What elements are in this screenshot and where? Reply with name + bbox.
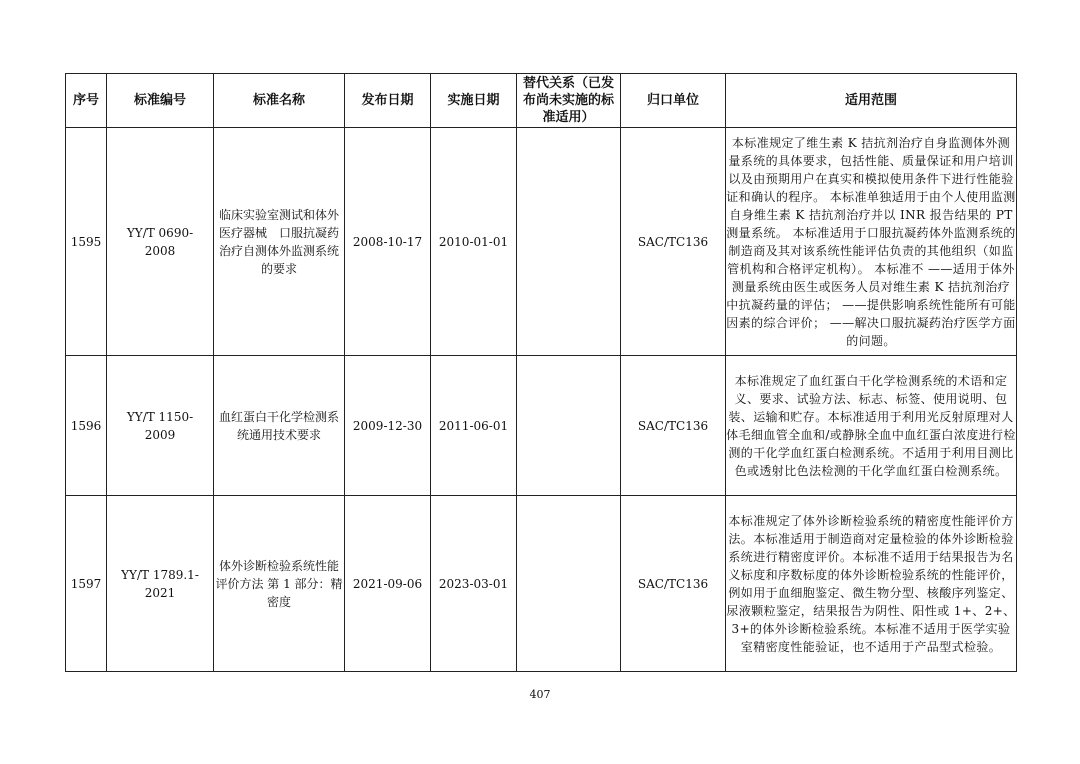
header-code: 标准编号 bbox=[107, 74, 214, 128]
page-number: 407 bbox=[529, 688, 551, 701]
cell-scope: 本标准规定了血红蛋白干化学检测系统的术语和定义、要求、试验方法、标志、标签、使用说明、包装、运输和贮存。本标准适用于利用光反射原理对人体毛细血管全血和/或静脉全血中血红蛋白浓度进行检测的干化学血红蛋白检测系统。不适用于利用目测比色或透射比色法检测的干化学血红蛋白检测系统。 bbox=[726, 356, 1017, 496]
cell-code: YY/T 0690-2008 bbox=[107, 128, 214, 356]
cell-name: 血红蛋白干化学检测系统通用技术要求 bbox=[214, 356, 345, 496]
cell-scope: 本标准规定了维生素 K 拮抗剂治疗自身监测体外测量系统的具体要求，包括性能、质量保证和用户培训以及由预期用户在真实和模拟使用条件下进行性能验证和确认的程序。 本标准单独适用于由个人使用监测自身维生素 K 拮抗剂治疗并以 INR 报告结果的 PT 测量系统。 本标准适用于口服抗凝药体外监测系统的制造商及其对该系统性能评估负责的其他组织（如监管机构和合格评定机构）。 本标准不 ——适用于体外测量系统由医生或医务人员对维生素 K 拮抗剂治疗中抗凝药量的评估； ——提供影响系统性能所有可能因素的综合评价； ——解决口服抗凝药治疗医学方面的问题。 bbox=[726, 128, 1017, 356]
cell-seq: 1597 bbox=[66, 496, 107, 672]
header-seq: 序号 bbox=[66, 74, 107, 128]
cell-unit: SAC/TC136 bbox=[621, 496, 726, 672]
cell-publish-date: 2009-12-30 bbox=[345, 356, 431, 496]
cell-code: YY/T 1789.1-2021 bbox=[107, 496, 214, 672]
cell-replace bbox=[517, 496, 621, 672]
cell-name: 体外诊断检验系统性能评价方法 第 1 部分：精密度 bbox=[214, 496, 345, 672]
header-unit: 归口单位 bbox=[621, 74, 726, 128]
header-name: 标准名称 bbox=[214, 74, 345, 128]
table-row bbox=[66, 356, 1017, 496]
cell-name: 临床实验室测试和体外医疗器械 口服抗凝药治疗自测体外监测系统的要求 bbox=[214, 128, 345, 356]
cell-implement-date: 2023-03-01 bbox=[431, 496, 517, 672]
header-row bbox=[66, 74, 1017, 128]
cell-implement-date: 2010-01-01 bbox=[431, 128, 517, 356]
table-row bbox=[66, 496, 1017, 672]
cell-publish-date: 2008-10-17 bbox=[345, 128, 431, 356]
header-publish-date: 发布日期 bbox=[345, 74, 431, 128]
cell-implement-date: 2011-06-01 bbox=[431, 356, 517, 496]
cell-unit: SAC/TC136 bbox=[621, 356, 726, 496]
cell-publish-date: 2021-09-06 bbox=[345, 496, 431, 672]
cell-unit: SAC/TC136 bbox=[621, 128, 726, 356]
header-implement-date: 实施日期 bbox=[431, 74, 517, 128]
table-row bbox=[66, 128, 1017, 356]
header-replace: 替代关系（已发布尚未实施的标准适用） bbox=[517, 74, 621, 128]
standards-table bbox=[65, 73, 1017, 672]
cell-code: YY/T 1150-2009 bbox=[107, 356, 214, 496]
cell-scope: 本标准规定了体外诊断检验系统的精密度性能评价方法。本标准适用于制造商对定量检验的体外诊断检验系统进行精密度评价。本标准不适用于结果报告为名义标度和序数标度的体外诊断检验系统的性能评价，例如用于血细胞鉴定、微生物分型、核酸序列鉴定、尿液颗粒鉴定，结果报告为阴性、阳性或 1+、2+、3+的体外诊断检验系统。本标准不适用于医学实验室精密度性能验证，也不适用于产品型式检验。 bbox=[726, 496, 1017, 672]
cell-seq: 1595 bbox=[66, 128, 107, 356]
cell-replace bbox=[517, 356, 621, 496]
cell-replace bbox=[517, 128, 621, 356]
cell-seq: 1596 bbox=[66, 356, 107, 496]
header-scope: 适用范围 bbox=[726, 74, 1017, 128]
